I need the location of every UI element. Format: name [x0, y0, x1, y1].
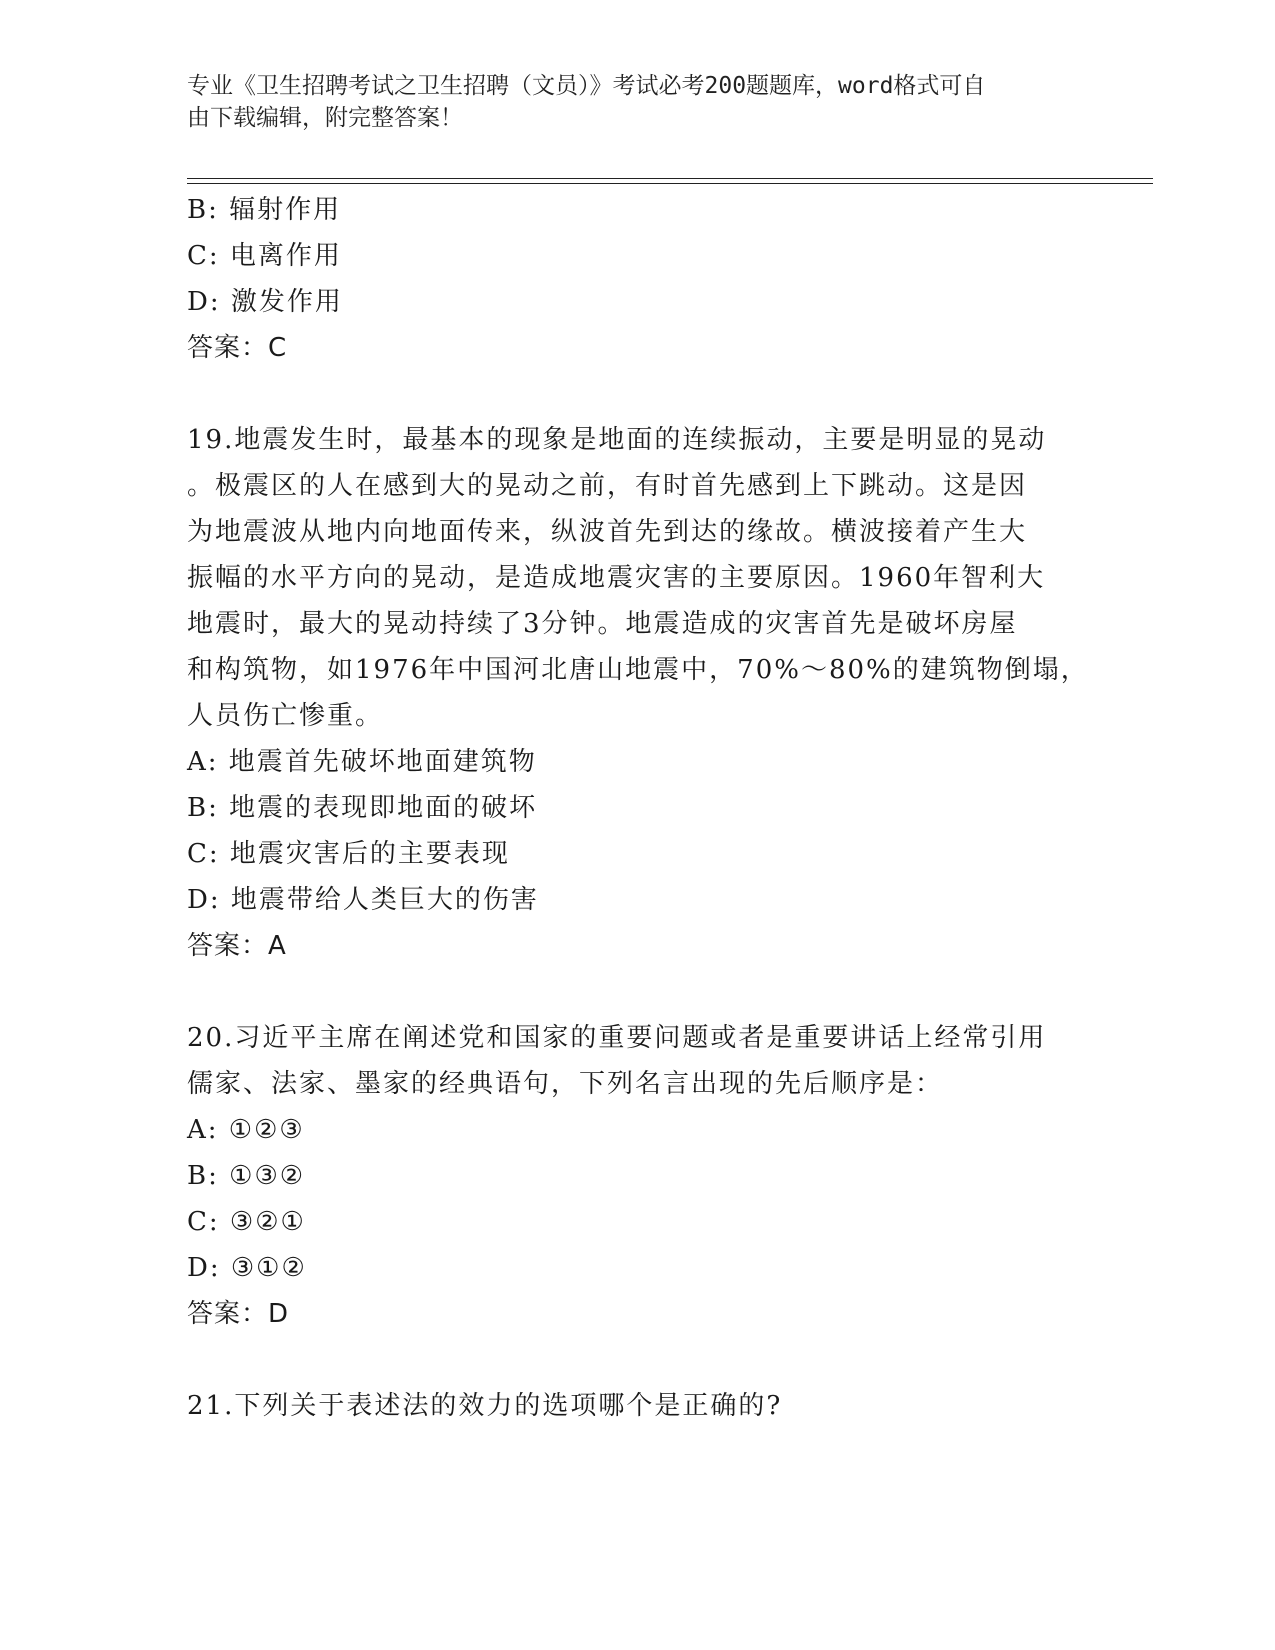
option-a: A: 地震首先破坏地面建筑物: [187, 747, 537, 777]
header-divider-bottom: [187, 183, 1153, 184]
spacer: [187, 969, 1087, 1015]
header-line-1: 专业《卫生招聘考试之卫生招聘（文员）》考试必考200题题库，word格式可自: [187, 73, 986, 99]
question-text-line: 21.下列关于表述法的效力的选项哪个是正确的?: [187, 1391, 783, 1421]
question-text-line: 19.地震发生时，最基本的现象是地面的连续振动，主要是明显的晃动: [187, 425, 1047, 455]
question-text-line: 20.习近平主席在阐述党和国家的重要问题或者是重要讲话上经常引用: [187, 1023, 1047, 1053]
option-b: B: ①③②: [187, 1161, 306, 1191]
option-b: B: 地震的表现即地面的破坏: [187, 793, 538, 823]
answer-line: 答案：A: [187, 931, 287, 961]
document-header: [187, 70, 1087, 134]
option-c: C: 电离作用: [187, 241, 342, 271]
option-d: D: ③①②: [187, 1253, 307, 1283]
option-d: D: 激发作用: [187, 287, 343, 317]
question-19: [187, 417, 1087, 969]
option-c: C: 地震灾害后的主要表现: [187, 839, 510, 869]
question-text-line: 人员伤亡惨重。: [187, 701, 384, 731]
option-d: D: 地震带给人类巨大的伤害: [187, 885, 539, 915]
question-text-line: 儒家、法家、墨家的经典语句，下列名言出现的先后顺序是：: [187, 1069, 944, 1099]
spacer: [187, 371, 1087, 417]
question-text-line: 地震时，最大的晃动持续了3分钟。地震造成的灾害首先是破坏房屋: [187, 609, 1018, 639]
question-21: [187, 1383, 1087, 1429]
answer-line: 答案：C: [187, 333, 288, 363]
question-text-line: 振幅的水平方向的晃动，是造成地震灾害的主要原因。1960年智利大: [187, 563, 1046, 593]
question-20: [187, 1015, 1087, 1337]
option-a: A: ①②③: [187, 1115, 305, 1145]
header-line-2: 由下载编辑，附完整答案！: [187, 105, 463, 131]
prev-question: [187, 187, 1087, 371]
question-text-line: 。极震区的人在感到大的晃动之前，有时首先感到上下跳动。这是因: [187, 471, 1028, 501]
option-c: C: ③②①: [187, 1207, 306, 1237]
question-text-line: 和构筑物，如1976年中国河北唐山地震中，70%～80%的建筑物倒塌，: [187, 655, 1089, 685]
spacer: [187, 1337, 1087, 1383]
question-content: [187, 187, 1087, 1429]
answer-line: 答案：D: [187, 1299, 290, 1329]
option-b: B: 辐射作用: [187, 195, 342, 225]
question-text-line: 为地震波从地内向地面传来，纵波首先到达的缘故。横波接着产生大: [187, 517, 1028, 547]
header-divider-top: [187, 178, 1153, 179]
